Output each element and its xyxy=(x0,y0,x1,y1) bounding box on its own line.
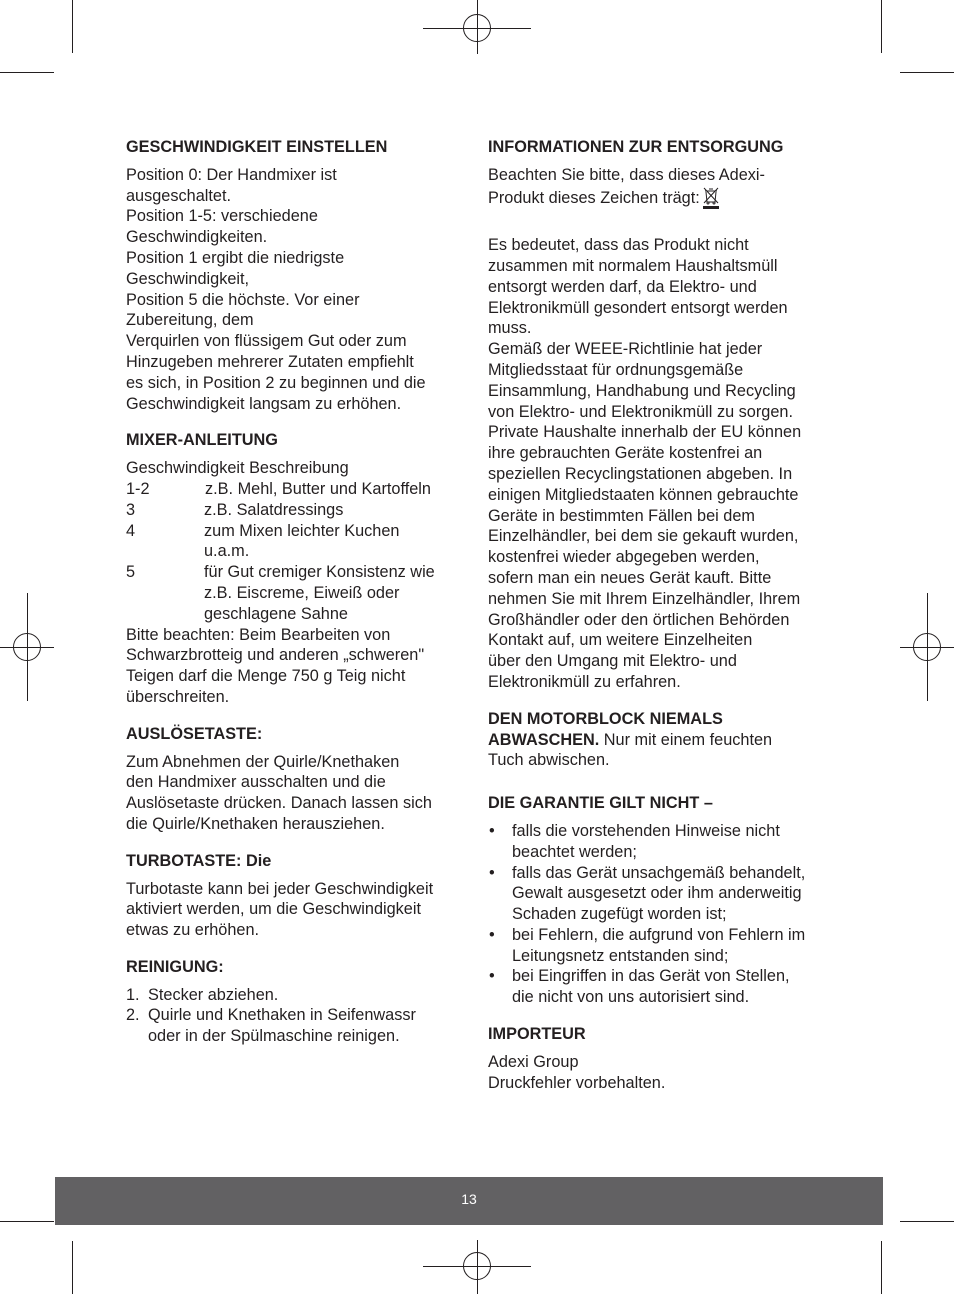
speed-table-header: Geschwindigkeit Beschreibung xyxy=(126,459,349,478)
speed-heading: GESCHWINDIGKEIT EINSTELLEN xyxy=(126,138,388,156)
left-column xyxy=(126,137,466,1047)
text-line: Auslösetaste drücken. Danach lassen sich xyxy=(126,794,432,813)
page-number: 13 xyxy=(461,1191,477,1207)
text-line: Geschwindigkeit langsam zu erhöhen. xyxy=(126,394,402,413)
crop-mark xyxy=(881,1241,882,1294)
text-line: die Quirle/Knethaken herausziehen. xyxy=(126,814,385,833)
crop-mark xyxy=(72,0,73,53)
speed-table-row xyxy=(126,479,466,500)
text-line: Schwarzbrotteig und anderen „schweren" xyxy=(126,646,425,665)
text-line: Elektronikmüll zu erfahren. xyxy=(488,672,681,691)
intro-text: Produkt dieses Zeichen trägt: xyxy=(488,188,700,207)
text-line: Position 1 ergibt die niedrigste xyxy=(126,248,345,267)
step-number: 1. xyxy=(126,985,140,1004)
disposal-section xyxy=(488,137,833,693)
text-line: Position 1-5: verschiedene xyxy=(126,207,318,226)
text-line: Großhändler oder den örtlichen Behörden xyxy=(488,610,790,629)
text-line: Position 0: Der Handmixer ist xyxy=(126,165,337,184)
warranty-heading: DIE GARANTIE GILT NICHT – xyxy=(488,794,713,813)
text-line: den Handmixer ausschalten und die xyxy=(126,773,386,792)
bullet: • xyxy=(489,863,495,882)
motor-heading-continued: ABWASCHEN. xyxy=(488,730,600,749)
text-line: Zubereitung, dem xyxy=(126,311,254,330)
text-line: Geschwindigkeit, xyxy=(126,269,250,288)
text-line: Zum Abnehmen der Quirle/Knethaken xyxy=(126,752,400,771)
bullet: • xyxy=(489,821,495,840)
cleaning-heading: REINIGUNG: xyxy=(126,957,224,976)
step-number: 2. xyxy=(126,1006,140,1025)
text-line: Gewalt ausgesetzt oder ihm anderweitig xyxy=(512,884,802,903)
speed-value: 5 xyxy=(126,563,136,582)
speed-value: 4 xyxy=(126,521,136,540)
crop-mark xyxy=(72,1241,73,1294)
crop-mark xyxy=(0,72,54,73)
text-line: Teigen darf die Menge 750 g Teig nicht xyxy=(126,667,406,686)
text-line: Einsammlung, Handhabung und Recycling xyxy=(488,381,796,400)
text-line: etwas zu erhöhen. xyxy=(126,921,260,940)
list-item xyxy=(126,985,466,1006)
cleaning-section xyxy=(126,957,466,1047)
speed-value: 1-2 xyxy=(126,479,150,498)
list-item xyxy=(488,821,833,863)
text-line: aktiviert werden, um die Geschwindigkeit xyxy=(126,900,422,919)
text-line xyxy=(488,730,833,751)
text-line: Hinzugeben mehrerer Zutaten empfiehlt xyxy=(126,352,414,371)
text-line: Druckfehler vorbehalten. xyxy=(488,1073,666,1092)
text-line: oder in der Spülmaschine reinigen. xyxy=(148,1027,400,1046)
list-item xyxy=(488,966,833,1008)
warranty-list xyxy=(488,821,833,1008)
bullet: • xyxy=(489,967,495,986)
speed-description: z.B. Salatdressings xyxy=(204,500,344,519)
bullet: • xyxy=(489,925,495,944)
text-line: Einzelhändler, bei dem sie gekauft wurden, xyxy=(488,527,799,546)
text-line: Gemäß der WEEE-Richtlinie hat jeder xyxy=(488,340,763,359)
text-line: von Elektro- und Elektronikmüll zu sorgen. xyxy=(488,402,793,421)
warranty-section xyxy=(488,793,833,1008)
text-line: ausgeschaltet. xyxy=(126,186,231,205)
text-line: Tuch abwischen. xyxy=(488,751,610,770)
text-line: Elektronikmüll gesondert entsorgt werden xyxy=(488,298,788,317)
crossed-out-wheelie-bin-icon xyxy=(702,186,720,215)
text-line: über den Umgang mit Elektro- und xyxy=(488,652,737,671)
text-line: beachtet werden; xyxy=(512,842,637,861)
speed-table-row xyxy=(126,521,466,563)
text-line: einigen Mitgliedstaaten können gebrauchte xyxy=(488,485,799,504)
motor-section xyxy=(488,709,833,771)
text-line: Turbotaste kann bei jeder Geschwindigkeit xyxy=(126,879,434,898)
text-line: falls das Gerät unsachgemäß behandelt, xyxy=(512,863,806,882)
speed-value: 3 xyxy=(126,500,136,519)
release-section xyxy=(126,724,466,835)
list-item xyxy=(488,863,833,925)
list-item xyxy=(126,1005,466,1047)
text-line: Geräte in bestimmten Fällen bei dem xyxy=(488,506,755,525)
text-line: nehmen Sie mit Ihrem Einzelhändler, Ihrem xyxy=(488,589,801,608)
speed-description: für Gut cremiger Konsistenz wie xyxy=(204,563,435,582)
text-line: Beachten Sie bitte, dass dieses Adexi- xyxy=(488,165,765,184)
text-line xyxy=(488,186,833,215)
speed-description: u.a.m. xyxy=(204,542,250,561)
text-line: ihre gebrauchten Geräte kostenfrei an xyxy=(488,444,763,463)
text-line: Private Haushalte innerhalb der EU können xyxy=(488,423,802,442)
text-line: Position 5 die höchste. Vor einer xyxy=(126,290,360,309)
motor-heading: DEN MOTORBLOCK NIEMALS xyxy=(488,709,723,728)
text-line: die nicht von uns autorisiert sind. xyxy=(512,988,750,1007)
turbo-section xyxy=(126,851,466,941)
mixer-section xyxy=(126,430,466,707)
footer-bar xyxy=(55,1177,883,1225)
text-line: Es bedeutet, dass das Produkt nicht xyxy=(488,236,749,255)
text-line: bei Eingriffen in das Gerät von Stellen, xyxy=(512,967,790,986)
turbo-heading: TURBOTASTE: Die xyxy=(126,851,272,870)
crop-mark xyxy=(0,1221,54,1222)
text-line: Quirle und Knethaken in Seifenwassr xyxy=(148,1006,416,1025)
text-line: Mitgliedsstaat für ordnungsgemäße xyxy=(488,360,744,379)
release-heading: AUSLÖSETASTE: xyxy=(126,724,263,743)
text-line: es sich, in Position 2 zu beginnen und die xyxy=(126,373,426,392)
text-line: Adexi Group xyxy=(488,1052,579,1071)
speed-description: z.B. Mehl, Butter und Kartoffeln xyxy=(205,479,431,498)
list-item xyxy=(488,925,833,967)
speed-description: geschlagene Sahne xyxy=(204,604,348,623)
cleaning-steps xyxy=(126,985,466,1047)
disposal-heading: INFORMATIONEN ZUR ENTSORGUNG xyxy=(488,138,784,156)
text-line: zusammen mit normalem Haushaltsmüll xyxy=(488,256,778,275)
right-column xyxy=(488,137,833,1093)
text-line: speziellen Recyclingstationen abgeben. In xyxy=(488,464,793,483)
speed-table-row xyxy=(126,500,466,521)
text-line: Leitungsnetz entstanden sind; xyxy=(512,946,729,965)
text-line: Stecker abziehen. xyxy=(148,985,279,1004)
speed-table-row xyxy=(126,562,466,624)
importer-heading: IMPORTEUR xyxy=(488,1025,586,1044)
motor-text: Nur mit einem feuchten xyxy=(599,730,773,749)
mixer-heading: MIXER-ANLEITUNG xyxy=(126,431,278,450)
text-line: sofern man ein neues Gerät kauft. Bitte xyxy=(488,568,772,587)
crop-mark xyxy=(881,0,882,53)
speed-section xyxy=(126,137,466,414)
text-line: Verquirlen von flüssigem Gut oder zum xyxy=(126,332,407,351)
text-line: Schaden zugefügt worden ist; xyxy=(512,905,727,924)
text-line: muss. xyxy=(488,319,532,338)
speed-description: zum Mixen leichter Kuchen xyxy=(204,521,400,540)
speed-description: z.B. Eiscreme, Eiweiß oder xyxy=(204,583,400,602)
text-line: Geschwindigkeiten. xyxy=(126,228,268,247)
crop-mark xyxy=(900,1221,954,1222)
text-line: entsorgt werden darf, da Elektro- und xyxy=(488,277,757,296)
text-line: Kontakt auf, um weitere Einzelheiten xyxy=(488,631,753,650)
text-line: bei Fehlern, die aufgrund von Fehlern im xyxy=(512,925,806,944)
importer-section xyxy=(488,1024,833,1093)
text-line: Bitte beachten: Beim Bearbeiten von xyxy=(126,625,391,644)
text-line: kostenfrei wieder abgegeben werden, xyxy=(488,548,760,567)
text-line: falls die vorstehenden Hinweise nicht xyxy=(512,821,780,840)
text-line: überschreiten. xyxy=(126,687,230,706)
crop-mark xyxy=(900,72,954,73)
